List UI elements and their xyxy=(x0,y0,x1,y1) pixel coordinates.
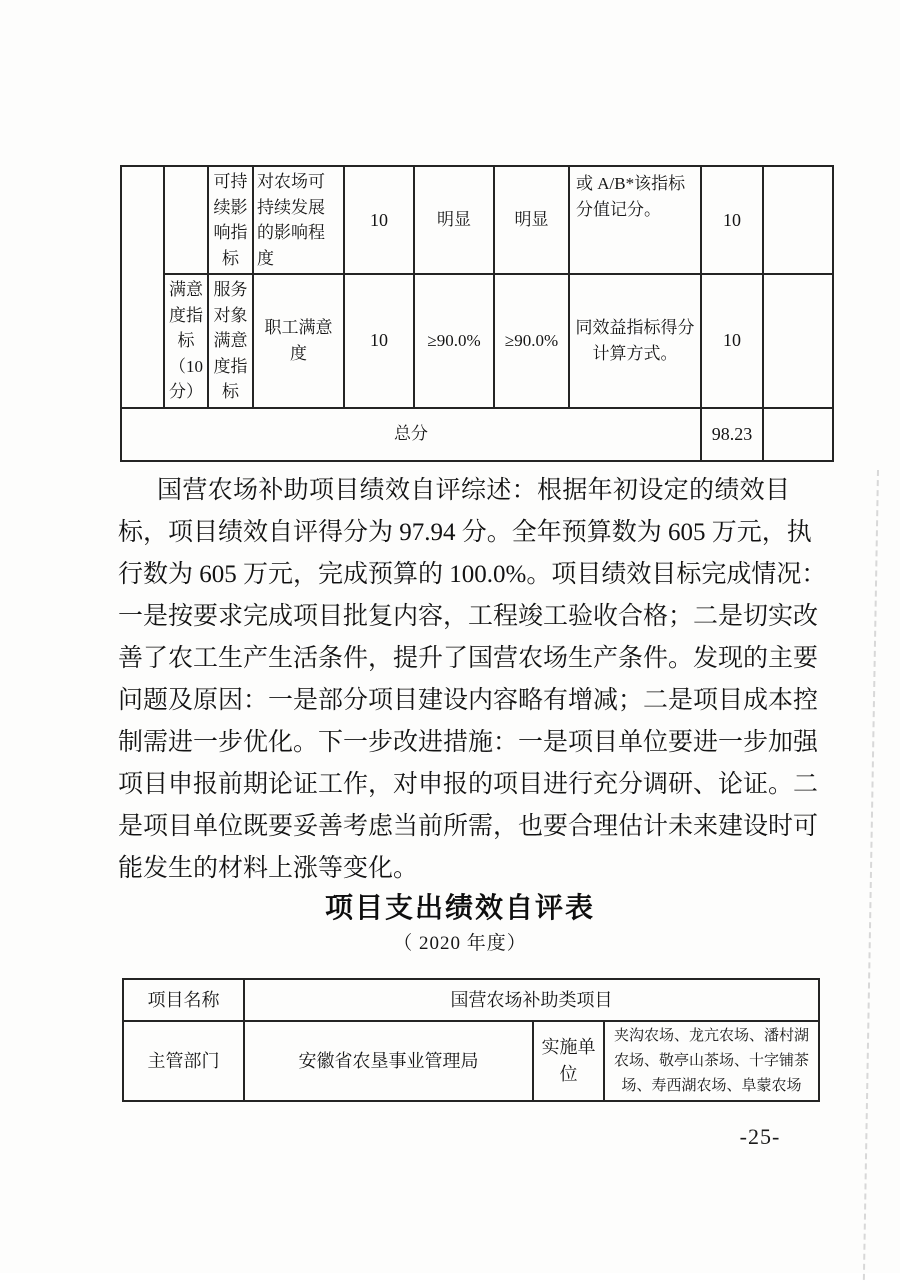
summary-line: 是项目单位既要妥善考虑当前所需，也要合理估计未来建设时可 xyxy=(118,813,819,840)
performance-score-table xyxy=(120,165,834,462)
indicator-name-cell: 职工满意度 xyxy=(253,274,344,408)
target-value-cell: 明显 xyxy=(414,166,494,274)
actual-value-cell: 明显 xyxy=(494,166,569,274)
project-info-table xyxy=(122,978,820,1102)
project-name-label-cell: 项目名称 xyxy=(123,979,244,1021)
score-row-satisfaction xyxy=(121,274,833,408)
scoring-note-cell: 或 A/B*该指标分值记分。 xyxy=(569,166,701,274)
weight-cell: 10 xyxy=(344,166,414,274)
scoring-note-cell: 同效益指标得分计算方式。 xyxy=(569,274,701,408)
remark-cell-blank xyxy=(763,274,833,408)
dimension-cell-blank xyxy=(121,166,164,408)
target-value-cell: ≥90.0% xyxy=(414,274,494,408)
project-name-value-cell: 国营农场补助类项目 xyxy=(244,979,819,1021)
summary-line: 项目申报前期论证工作，对申报的项目进行充分调研、论证。二 xyxy=(118,771,819,798)
summary-line: 能发生的材料上涨等变化。 xyxy=(118,855,419,882)
total-label-cell: 总分 xyxy=(121,408,701,461)
page-number: -25- xyxy=(739,1124,781,1149)
score-row-total xyxy=(121,408,833,461)
scan-fold-artifact xyxy=(863,470,879,1280)
category-cell: 满意度指标（10分） xyxy=(164,274,208,408)
weight-cell: 10 xyxy=(344,274,414,408)
remark-cell-blank xyxy=(763,408,833,461)
score-row-sustain xyxy=(121,166,833,274)
total-score-cell: 98.23 xyxy=(701,408,763,461)
form-year-subtitle: （ 2020 年度） xyxy=(393,933,527,954)
unit-label-cell: 实施单位 xyxy=(533,1021,604,1101)
score-cell: 10 xyxy=(701,166,763,274)
indicator-name-cell: 对农场可持续发展的影响程度 xyxy=(253,166,344,274)
department-unit-row xyxy=(123,1021,819,1101)
score-cell: 10 xyxy=(701,274,763,408)
project-name-row xyxy=(123,979,819,1021)
summary-line: 制需进一步优化。下一步改进措施：一是项目单位要进一步加强 xyxy=(118,729,819,756)
summary-line: 善了农工生产生活条件，提升了国营农场生产条件。发现的主要 xyxy=(118,645,819,672)
summary-line: 问题及原因：一是部分项目建设内容略有增减；二是项目成本控 xyxy=(118,687,819,714)
summary-line: 一是按要求完成项目批复内容，工程竣工验收合格；二是切实改 xyxy=(118,603,819,630)
form-title: 项目支出绩效自评表 xyxy=(324,892,595,923)
summary-line: 国营农场补助项目绩效自评综述：根据年初设定的绩效目 xyxy=(157,477,790,504)
department-value-cell: 安徽省农垦事业管理局 xyxy=(244,1021,533,1101)
indicator-group-cell: 服务对象满意度指标 xyxy=(208,274,253,408)
summary-line: 行数为 605 万元，完成预算的 100.0%。项目绩效目标完成情况： xyxy=(118,561,827,588)
actual-value-cell: ≥90.0% xyxy=(494,274,569,408)
category-cell-blank xyxy=(164,166,208,274)
remark-cell-blank xyxy=(763,166,833,274)
indicator-group-cell: 可持续影响指标 xyxy=(208,166,253,274)
department-label-cell: 主管部门 xyxy=(123,1021,244,1101)
self-evaluation-summary xyxy=(118,470,827,890)
unit-value-cell: 夹沟农场、龙亢农场、潘村湖农场、敬亭山茶场、十字铺茶场、寿西湖农场、阜蒙农场 xyxy=(604,1021,819,1101)
summary-line: 标，项目绩效自评得分为 97.94 分。全年预算数为 605 万元，执 xyxy=(118,519,812,546)
